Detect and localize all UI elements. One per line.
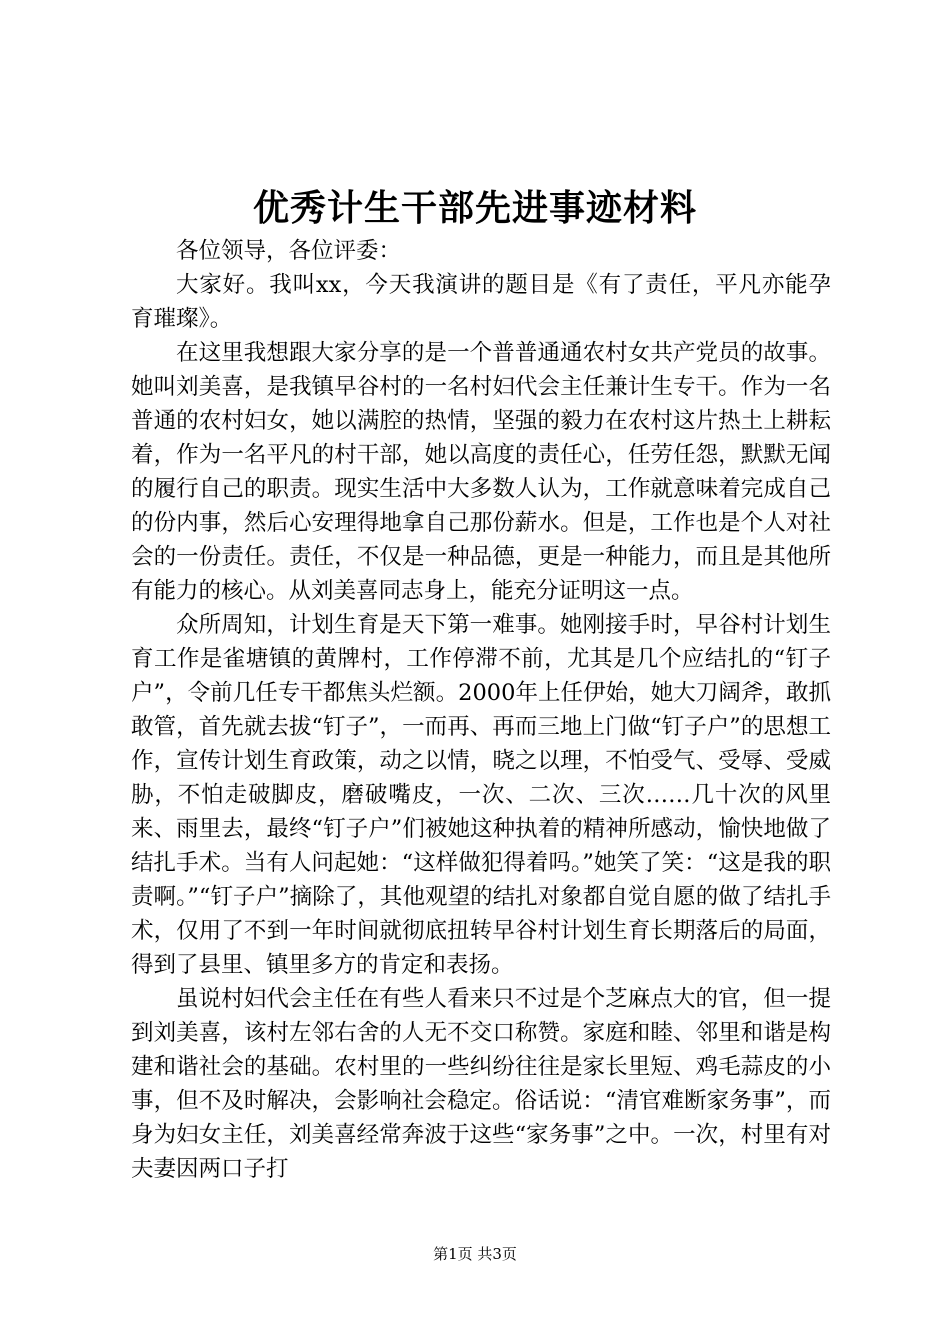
paragraph-family-planning: 众所周知，计划生育是天下第一难事。她刚接手时，早谷村计划生育工作是雀塘镇的黄牌村，工作停滞不前，尤其是几个应结扎的“钉子户”，令前几任专干都焦头烂额。2000年上任伊始，她大刀阔斧，敢抓敢管，首先就去拔“钉子”，一而再、再而三地上门做“钉子户”的思想工作，宣传计划生育政策，动之以情，晓之以理，不怕受气、受辱、受威胁，不怕走破脚皮，磨破嘴皮，一次、二次、三次……几十次的风里来、雨里去，最终“钉子户”们被她这种执着的精神所感动，愉快地做了结扎手术。当有人问起她：“这样做犯得着吗。”她笑了笑：“这是我的职责啊。”“钉子户”摘除了，其他观望的结扎对象都自觉自愿的做了结扎手术，仅用了不到一年时间就彻底扭转早谷村计划生育长期落后的局面，得到了县里、镇里多方的肯定和表扬。	[131, 612, 831, 978]
document-title: 优秀计生干部先进事迹材料	[252, 187, 697, 229]
paragraph-family-harmony: 虽说村妇代会主任在有些人看来只不过是个芝麻点大的官，但一提到刘美喜，该村左邻右舍的人无不交口称赞。家庭和睦、邻里和谐是构建和谐社会的基础。农村里的一些纠纷往往是家长里短、鸡毛蒜皮的小事，但不及时解决，会影响社会稳定。俗话说：“清官难断家务事”，而身为妇女主任，刘美喜经常奔波于这些“家务事”之中。一次，村里有对夫妻因两口子打	[131, 986, 831, 1182]
paragraph-greeting: 大家好。我叫xx，今天我演讲的题目是《有了责任，平凡亦能孕育璀璨》。	[131, 272, 831, 332]
paragraph-introduction: 在这里我想跟大家分享的是一个普普通通农村女共产党员的故事。她叫刘美喜，是我镇早谷村的一名村妇代会主任兼计生专干。作为一名普通的农村妇女，她以满腔的热情，坚强的毅力在农村这片热土上耕耘着，作为一名平凡的村干部，她以高度的责任心，任劳任怨，默默无闻的履行自己的职责。现实生活中大多数人认为，工作就意味着完成自己的份内事，然后心安理得地拿自己那份薪水。但是，工作也是个人对社会的一份责任。责任，不仅是一种品德，更是一种能力，而且是其他所有能力的核心。从刘美喜同志身上，能充分证明这一点。	[131, 340, 831, 604]
paragraph-salutation: 各位领导，各位评委：	[176, 238, 402, 264]
page-number-footer: 第1页 共3页	[433, 1245, 517, 1263]
document-body	[131, 234, 831, 1186]
